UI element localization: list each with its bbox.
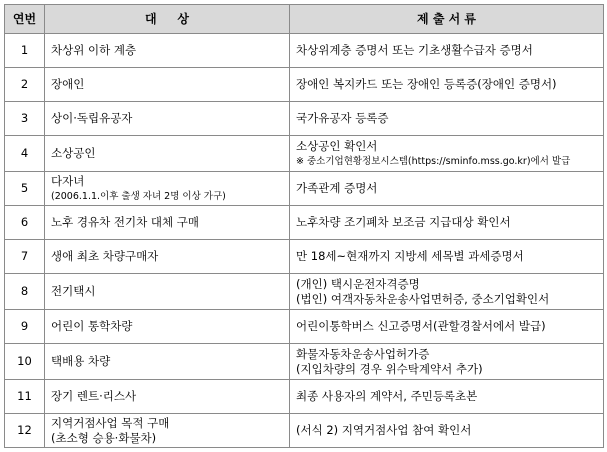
row-target: 생애 최초 차량구매자 <box>45 240 290 274</box>
row-number: 8 <box>5 274 45 310</box>
row-documents: 화물자동차운송사업허가증 (지입차량의 경우 위수탁계약서 추가) <box>290 344 604 380</box>
row-number: 3 <box>5 102 45 136</box>
row-target: 장애인 <box>45 68 290 102</box>
row-target: 어린이 통학차량 <box>45 310 290 344</box>
row-documents: 차상위계층 증명서 또는 기초생활수급자 증명서 <box>290 34 604 68</box>
row-documents: 가족관계 증명서 <box>290 172 604 206</box>
row-target: 노후 경유차 전기차 대체 구매 <box>45 206 290 240</box>
header-documents: 제 출 서 류 <box>290 5 604 34</box>
row-documents: 어린이통학버스 신고증명서(관할경찰서에서 발급) <box>290 310 604 344</box>
table-row <box>5 102 604 136</box>
row-number: 9 <box>5 310 45 344</box>
row-target: 상이·독립유공자 <box>45 102 290 136</box>
row-target: 지역거점사업 목적 구매 (초소형 승용·화물차) <box>45 414 290 448</box>
row-number: 2 <box>5 68 45 102</box>
row-number: 12 <box>5 414 45 448</box>
header-no: 연번 <box>5 5 45 34</box>
table-row <box>5 172 604 206</box>
row-documents: (개인) 택시운전자격증명 (법인) 여객자동차운송사업면허증, 중소기업확인서 <box>290 274 604 310</box>
row-documents: 최종 사용자의 계약서, 주민등록초본 <box>290 380 604 414</box>
row-target: 택배용 차량 <box>45 344 290 380</box>
row-number: 10 <box>5 344 45 380</box>
row-target: 다자녀 (2006.1.1.이후 출생 자녀 2명 이상 가구) <box>45 172 290 206</box>
row-documents: 소상공인 확인서 ※ 중소기업현황정보시스템(https://sminfo.mss.go.kr)에서 발급 <box>290 136 604 172</box>
table-row <box>5 310 604 344</box>
row-target: 전기택시 <box>45 274 290 310</box>
table-row <box>5 68 604 102</box>
row-documents: 노후차량 조기폐차 보조금 지급대상 확인서 <box>290 206 604 240</box>
row-documents: (서식 2) 지역거점사업 참여 확인서 <box>290 414 604 448</box>
row-number: 1 <box>5 34 45 68</box>
table-header-row <box>5 5 604 34</box>
sminfo-note: ※ 중소기업현황정보시스템(https://sminfo.mss.go.kr)에서 발급 <box>296 155 571 167</box>
documents-table <box>4 4 604 448</box>
row-number: 4 <box>5 136 45 172</box>
table-row <box>5 34 604 68</box>
row-target: 소상공인 <box>45 136 290 172</box>
row-number: 5 <box>5 172 45 206</box>
row-number: 7 <box>5 240 45 274</box>
row-target: 장기 렌트·리스사 <box>45 380 290 414</box>
table-row <box>5 380 604 414</box>
row-documents: 장애인 복지카드 또는 장애인 등록증(장애인 증명서) <box>290 68 604 102</box>
row-documents: 만 18세~현재까지 지방세 세목별 과세증명서 <box>290 240 604 274</box>
table-row <box>5 136 604 172</box>
table-row <box>5 274 604 310</box>
row-number: 11 <box>5 380 45 414</box>
table-row <box>5 344 604 380</box>
row-target: 차상위 이하 계층 <box>45 34 290 68</box>
table-row <box>5 206 604 240</box>
table-row <box>5 240 604 274</box>
header-target: 대 상 <box>45 5 290 34</box>
row-documents: 국가유공자 등록증 <box>290 102 604 136</box>
row-number: 6 <box>5 206 45 240</box>
table-row <box>5 414 604 448</box>
